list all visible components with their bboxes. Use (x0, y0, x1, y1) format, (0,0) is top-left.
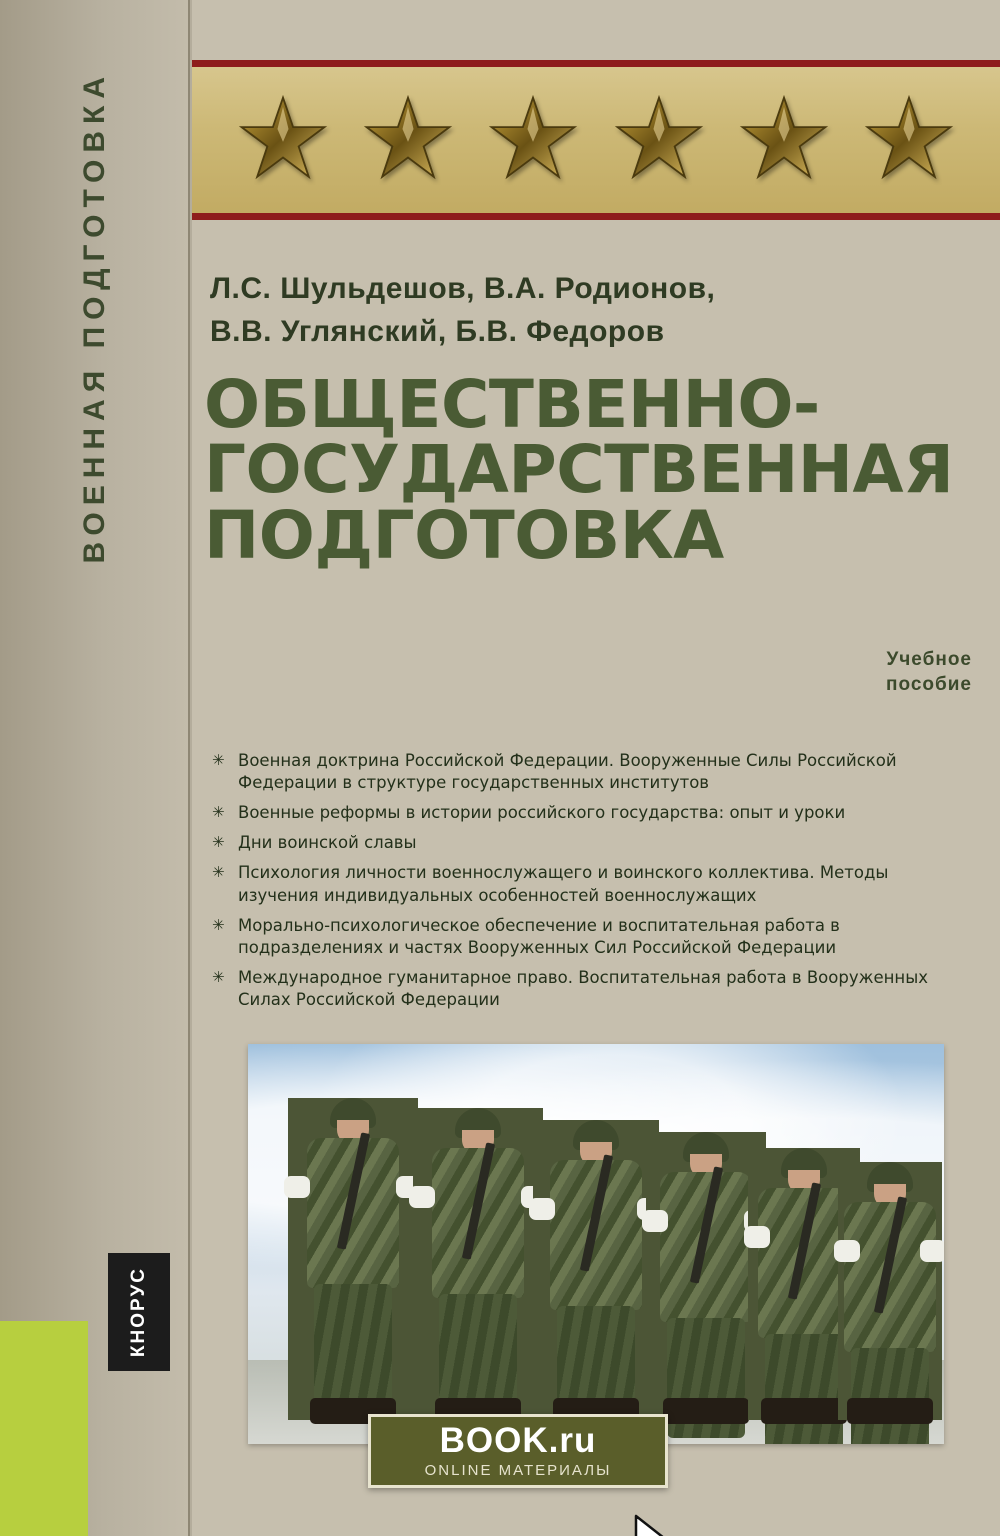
cover-photo (248, 1044, 944, 1444)
list-item-label: Морально-психологическое обеспечение и воспитательная работа в подразделениях и частях Вооруженных Сил Российской Федерации (238, 915, 840, 957)
star-icon (362, 94, 454, 186)
list-item (212, 967, 963, 1011)
title-line: ПОДГОТОВКА (204, 496, 724, 574)
star-icon (613, 94, 705, 186)
topics-list (212, 750, 963, 1019)
list-item (212, 862, 963, 906)
bullet-star-icon: ✳ (212, 803, 225, 822)
star-icon (863, 94, 955, 186)
bullet-star-icon: ✳ (212, 863, 225, 882)
soldier-figure (288, 1098, 418, 1420)
authors-line: В.В. Углянский, Б.В. Федоров (210, 314, 665, 348)
star-icon (487, 94, 579, 186)
list-item-label: Психология личности военнослужащего и воинского коллектива. Методы изучения индивидуальных особенностей военнослужащих (238, 863, 889, 905)
authors-block (210, 268, 953, 353)
publisher-name: КНОРУС (128, 1266, 149, 1358)
subtitle-block (886, 648, 972, 697)
spine-green-block (0, 1321, 88, 1536)
page-title (204, 366, 980, 574)
list-item-label: Военная доктрина Российской Федерации. Вооруженные Силы Российской Федерации в структуре государственных институтов (238, 751, 897, 793)
cover-front (192, 0, 1000, 1536)
list-item-label: Военные реформы в истории российского государства: опыт и уроки (238, 803, 846, 823)
title-line: ГОСУДАРСТВЕННАЯ (204, 431, 954, 509)
subtitle-line: пособие (886, 673, 972, 695)
soldier-figure (413, 1108, 543, 1420)
stars-banner (192, 60, 1000, 220)
list-item-label: Международное гуманитарное право. Воспитательная работа в Вооруженных Силах Российской Федерации (238, 967, 928, 1009)
publisher-block (108, 1253, 170, 1371)
series-label (0, 70, 190, 630)
list-item-label: Дни воинской славы (238, 833, 417, 853)
subtitle-line: Учебное (886, 649, 972, 670)
list-item (212, 802, 963, 824)
book-ru-badge[interactable] (368, 1414, 668, 1488)
series-label-text: ВОЕННАЯ ПОДГОТОВКА (78, 70, 111, 564)
bullet-star-icon: ✳ (212, 967, 225, 986)
bullet-star-icon: ✳ (212, 833, 225, 852)
star-icon (237, 94, 329, 186)
title-line: ОБЩЕСТВЕННО- (204, 366, 820, 443)
list-item (212, 750, 963, 794)
list-item (212, 915, 963, 959)
cover-spine (0, 0, 190, 1536)
soldier-figure (533, 1120, 659, 1420)
soldiers-group (248, 1076, 944, 1420)
badge-primary-label: BOOK.ru (439, 1421, 597, 1460)
soldier-figure (838, 1162, 942, 1420)
bullet-star-icon: ✳ (212, 751, 225, 769)
authors-line: Л.С. Шульдешов, В.А. Родионов, (210, 272, 716, 305)
bullet-star-icon: ✳ (212, 915, 225, 934)
list-item (212, 832, 963, 854)
badge-secondary-label: ONLINE МАТЕРИАЛЫ (424, 1462, 612, 1479)
star-icon (738, 94, 830, 186)
